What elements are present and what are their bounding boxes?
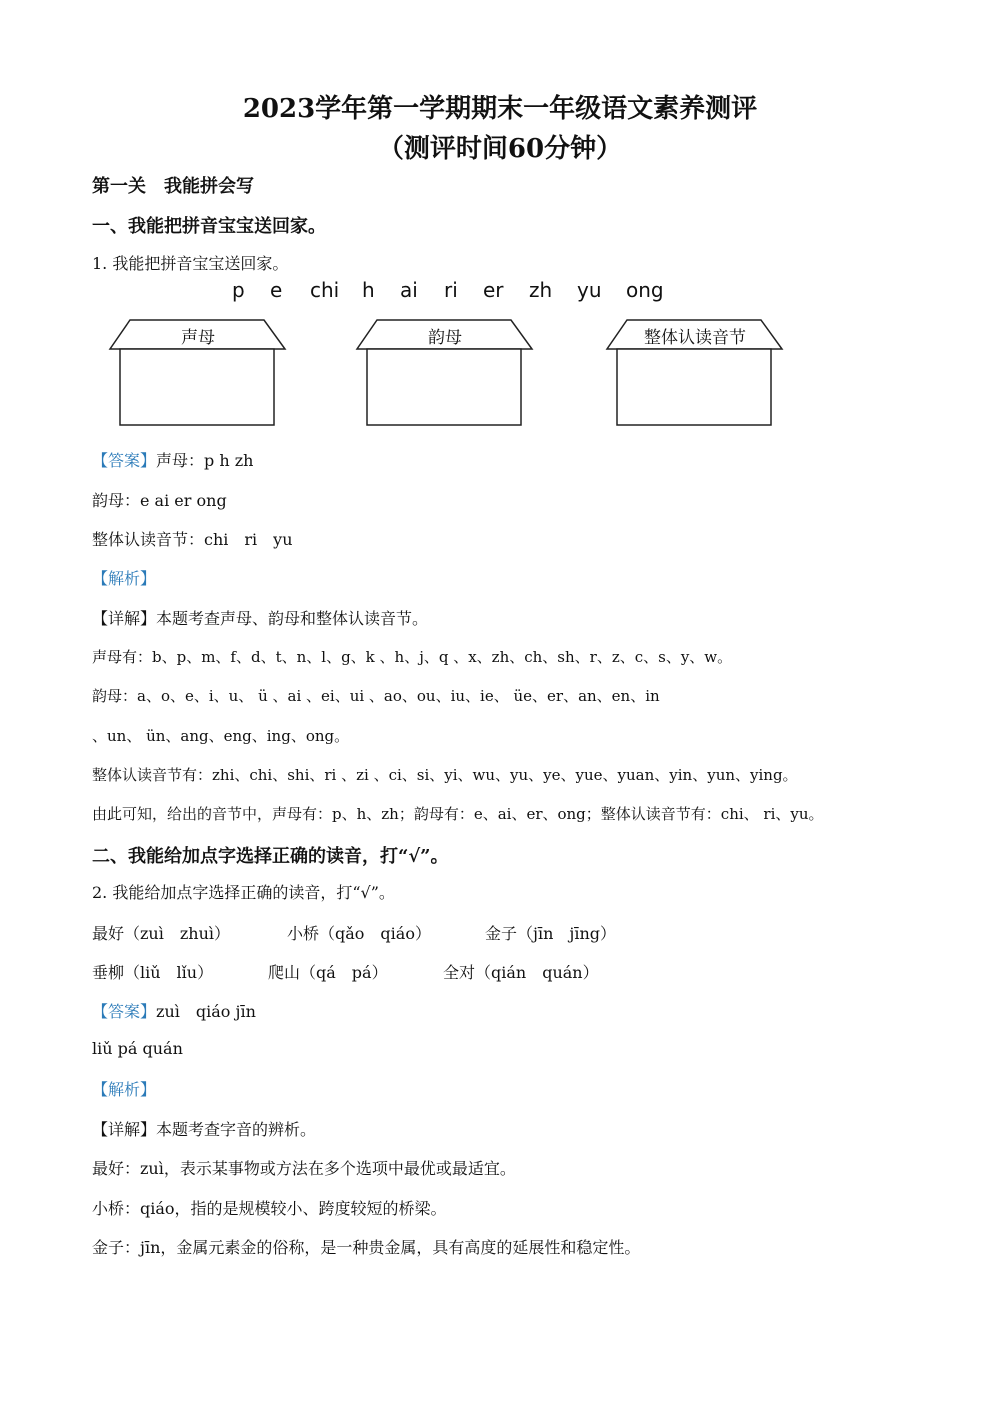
conclusion-line: 由此可知，给出的音节中，声母有：p、h、zh；韵母有：e、ai、er、ong；整体认读音节有：chi、 ri、yu。 (92, 805, 824, 823)
answer-block-1 (92, 448, 253, 471)
section-heading: 第一关 我能拼会写 (92, 176, 254, 197)
house-shengmu (108, 318, 288, 428)
choice-item: 全对（qián quán） (443, 963, 599, 982)
part2-heading: 二、我能给加点字选择正确的读音，打“√”。 (92, 846, 449, 867)
answer-block-2 (92, 999, 256, 1022)
detail-line: 【详解】本题考查声母、韵母和整体认读音节。 (92, 609, 429, 628)
choice-item: 金子（jīn jīng） (485, 924, 617, 943)
detail-line: 【详解】本题考查字音的辨析。 (92, 1120, 317, 1139)
answer-tag: 【答案】 (92, 1002, 157, 1021)
choice-item: 小桥（qǎo qiáo） (287, 924, 431, 943)
house-yunmu (355, 318, 535, 428)
answer-line: 韵母：e ai er ong (92, 491, 227, 510)
syllable: h (362, 278, 375, 302)
shengmu-list: 声母有：b、p、m、f、d、t、n、l、g、k 、h、j、q 、x、zh、ch、sh、r、z、c、s、y、w。 (92, 648, 733, 666)
house-zhengti (605, 318, 785, 428)
explanation-line: 最好：zuì，表示某事物或方法在多个选项中最优或最适宜。 (92, 1159, 516, 1178)
house-label: 整体认读音节 (644, 328, 746, 348)
syllable: yu (577, 278, 602, 302)
syllable-row (0, 278, 1000, 308)
syllable: zh (529, 278, 553, 302)
zhengti-list: 整体认读音节有：zhi、chi、shi、ri 、zi 、ci、si、yi、wu、yu、ye、yue、yuan、yin、yun、ying。 (92, 766, 798, 784)
explanation-line: 金子：jīn，金属元素金的俗称，是一种贵金属，具有高度的延展性和稳定性。 (92, 1238, 641, 1257)
syllable: chi (310, 278, 340, 302)
answer-tag: 【答案】 (92, 451, 157, 470)
explanation-line: 小桥：qiáo，指的是规模较小、跨度较短的桥梁。 (92, 1199, 447, 1218)
syllable: p (232, 278, 245, 302)
part1-heading: 一、我能把拼音宝宝送回家。 (92, 216, 326, 237)
choice-item: 垂柳（liǔ lǐu） (92, 963, 214, 982)
page-title: 2023学年第一学期期末一年级语文素养测评 (242, 94, 758, 124)
answer-line: 声母：p h zh (156, 451, 254, 470)
syllable: ai (400, 278, 418, 302)
choice-item: 最好（zuì zhuì） (92, 924, 231, 943)
house-label: 韵母 (428, 328, 462, 348)
question-2-label: 2. 我能给加点字选择正确的读音，打“√”。 (92, 883, 395, 902)
answer-line: 整体认读音节：chi ri yu (92, 530, 293, 549)
yunmu-list: 韵母：a、o、e、i、u、 ü 、ai 、ei、ui 、ao、ou、iu、ie、 üe、er、an、en、in (92, 687, 660, 705)
syllable: ri (444, 278, 458, 302)
analysis-tag: 【解析】 (92, 1080, 157, 1099)
answer-line: zuì qiáo jīn (156, 1002, 256, 1021)
syllable: er (483, 278, 504, 302)
analysis-tag: 【解析】 (92, 569, 157, 588)
syllable: ong (626, 278, 664, 302)
choice-item: 爬山（qá pá） (268, 963, 388, 982)
yunmu-list-cont: 、un、 ün、ang、eng、ing、ong。 (92, 727, 350, 745)
question-1-label: 1. 我能把拼音宝宝送回家。 (92, 254, 289, 273)
answer-line: liǔ pá quán (92, 1039, 183, 1058)
syllable: e (270, 278, 283, 302)
house-label: 声母 (181, 328, 215, 348)
page-subtitle: （测评时间60分钟） (377, 134, 623, 164)
